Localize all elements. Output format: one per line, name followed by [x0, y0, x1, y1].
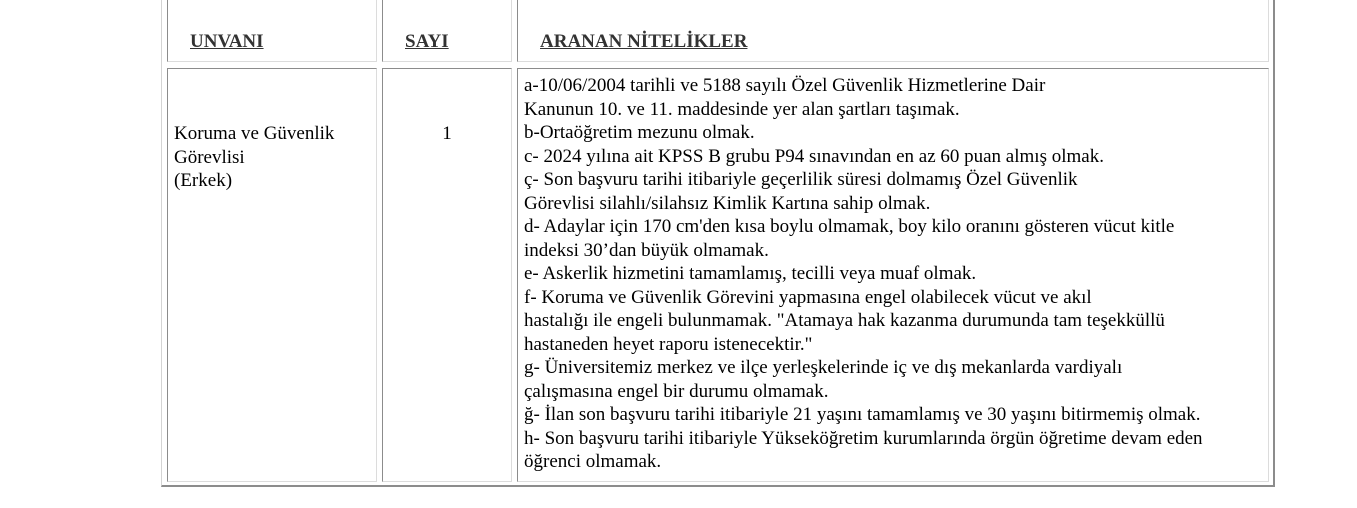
qualification-line: Kanunun 10. ve 11. maddesinde yer alan şartları taşımak. — [524, 98, 960, 120]
header-cell-qualifications — [517, 0, 1269, 62]
qualification-line: çalışmasına engel bir durumu olmamak. — [524, 380, 829, 402]
header-cell-count — [382, 0, 512, 62]
qualification-line: d- Adaylar için 170 cm'den kısa boylu olmamak, boy kilo oranını gösteren vücut kitle — [524, 216, 1175, 237]
qualification-line: h- Son başvuru tarihi itibariyle Yükseköğretim kurumlarında örgün öğretime devam eden — [524, 427, 1203, 449]
position-count: 1 — [442, 123, 452, 144]
row-cell-qualifications — [517, 68, 1269, 482]
header-qualifications: ARANAN NİTELİKLER — [540, 31, 748, 52]
qualification-line: a-10/06/2004 tarihli ve 5188 sayılı Özel Güvenlik Hizmetlerine Dair — [524, 75, 1046, 96]
header-cell-title — [167, 0, 377, 62]
qualification-line: ç- Son başvuru tarihi itibariyle geçerlilik süresi dolmamış Özel Güvenlik — [524, 169, 1078, 190]
qualification-line: c- 2024 yılına ait KPSS B grubu P94 sınavından en az 60 puan almış olmak. — [524, 145, 1104, 167]
qualification-line: b-Ortaöğretim mezunu olmak. — [524, 122, 755, 143]
qualification-line: hastalığı ile engeli bulunmamak. "Atamaya hak kazanma durumunda tam teşekküllü — [524, 310, 1165, 331]
header-count: SAYI — [405, 31, 449, 52]
qualification-line: hastaneden heyet raporu istenecektir." — [524, 333, 813, 355]
qualification-line: öğrenci olmamak. — [524, 451, 662, 472]
qualification-line: g- Üniversitemiz merkez ve ilçe yerleşkelerinde iç ve dış mekanlarda vardiyalı — [524, 357, 1123, 378]
qualification-line: e- Askerlik hizmetini tamamlamış, tecilli veya muaf olmak. — [524, 263, 977, 284]
position-title: Koruma ve Güvenlik Görevlisi (Erkek) — [174, 123, 335, 191]
qualification-line: indeksi 30’dan büyük olmamak. — [524, 239, 769, 261]
qualification-line: Görevlisi silahlı/silahsız Kimlik Kartına sahip olmak. — [524, 192, 931, 214]
qualifications-list — [524, 74, 1266, 474]
row-cell-count — [382, 68, 512, 482]
header-title: UNVANI — [190, 31, 264, 52]
row-cell-title — [167, 68, 377, 482]
qualification-line: f- Koruma ve Güvenlik Görevini yapmasına engel olabilecek vücut ve akıl — [524, 286, 1092, 308]
qualification-line: ğ- İlan son başvuru tarihi itibariyle 21 yaşını tamamlamış ve 30 yaşını bitirmemiş olmak. — [524, 404, 1201, 425]
